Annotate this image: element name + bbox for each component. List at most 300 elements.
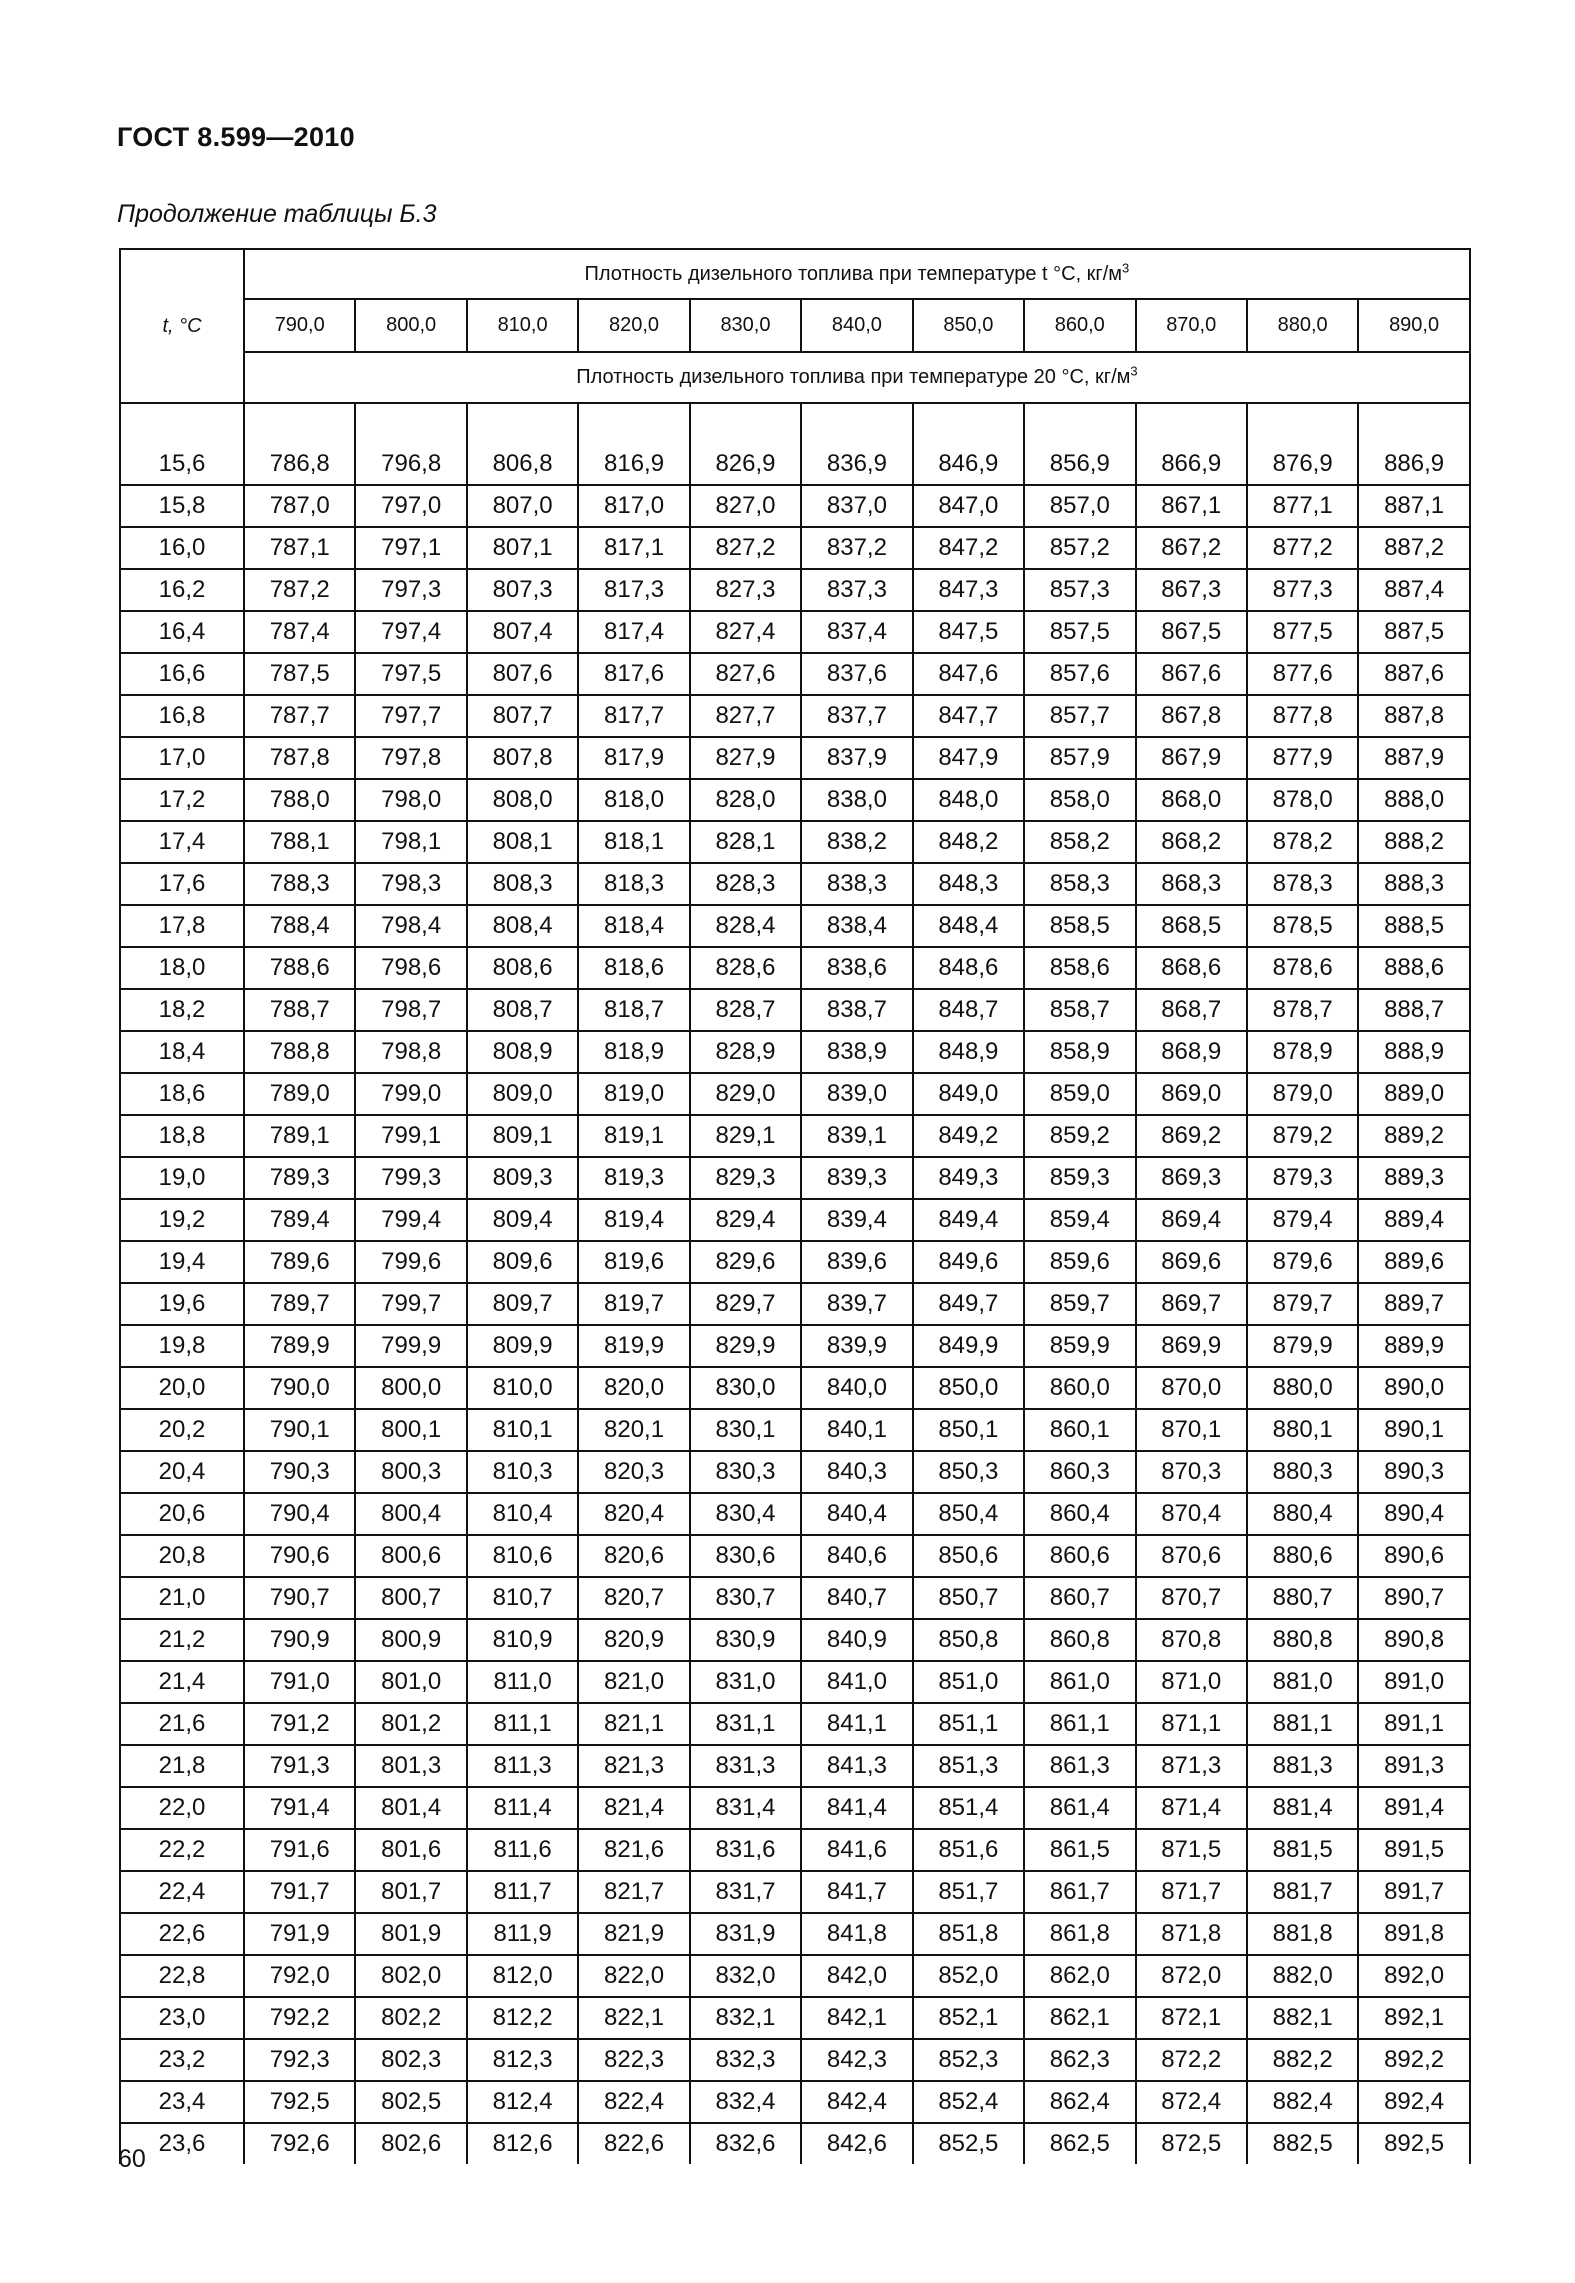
density-cell: 861,7 [1024, 1871, 1135, 1913]
temperature-cell: 20,2 [120, 1409, 244, 1451]
density-cell: 877,9 [1247, 737, 1358, 779]
density-cell: 880,6 [1247, 1535, 1358, 1577]
density-cell: 862,4 [1024, 2081, 1135, 2123]
density-cell: 787,7 [244, 695, 355, 737]
density-cell: 888,5 [1358, 905, 1469, 947]
density-cell: 870,1 [1136, 1409, 1247, 1451]
density-cell: 838,2 [801, 821, 912, 863]
density-cell: 831,4 [690, 1787, 801, 1829]
density-cell: 801,7 [355, 1871, 466, 1913]
density-cell: 820,4 [578, 1493, 689, 1535]
table-row [120, 2081, 1470, 2123]
density-cell: 800,0 [355, 1367, 466, 1409]
temperature-cell: 18,4 [120, 1031, 244, 1073]
temperature-cell: 22,4 [120, 1871, 244, 1913]
density-cell: 791,4 [244, 1787, 355, 1829]
density-cell: 818,0 [578, 779, 689, 821]
density-cell: 792,0 [244, 1955, 355, 1997]
density-cell: 857,5 [1024, 611, 1135, 653]
density-cell: 816,9 [578, 444, 689, 485]
density-cell: 832,6 [690, 2123, 801, 2164]
density-cell: 849,0 [913, 1073, 1024, 1115]
density-cell: 879,7 [1247, 1283, 1358, 1325]
bottom-group-header: Плотность дизельного топлива при температуре 20 °С, $кг/м^3$ [244, 352, 1470, 403]
density-cell: 887,1 [1358, 485, 1469, 527]
density-cell: 797,5 [355, 653, 466, 695]
density-cell: 888,3 [1358, 863, 1469, 905]
density-cell: 872,1 [1136, 1997, 1247, 2039]
density-cell: 799,7 [355, 1283, 466, 1325]
density-cell: 848,9 [913, 1031, 1024, 1073]
density-cell: 838,0 [801, 779, 912, 821]
temperature-cell: 21,0 [120, 1577, 244, 1619]
density-cell: 801,3 [355, 1745, 466, 1787]
density-cell: 870,6 [1136, 1535, 1247, 1577]
density-cell: 787,8 [244, 737, 355, 779]
density-cell: 852,0 [913, 1955, 1024, 1997]
density-cell: 788,4 [244, 905, 355, 947]
density-cell: 826,9 [690, 444, 801, 485]
density-cell: 830,3 [690, 1451, 801, 1493]
density-column-header: 840,0 [801, 299, 912, 352]
density-cell: 820,3 [578, 1451, 689, 1493]
density-cell: 808,3 [467, 863, 578, 905]
density-cell: 808,1 [467, 821, 578, 863]
density-cell: 788,8 [244, 1031, 355, 1073]
density-cell: 861,0 [1024, 1661, 1135, 1703]
density-cell: 877,2 [1247, 527, 1358, 569]
density-cell: 828,4 [690, 905, 801, 947]
density-cell: 870,3 [1136, 1451, 1247, 1493]
table-row [120, 1577, 1470, 1619]
density-cell: 858,7 [1024, 989, 1135, 1031]
density-cell: 870,7 [1136, 1577, 1247, 1619]
density-cell: 879,9 [1247, 1325, 1358, 1367]
density-cell: 882,5 [1247, 2123, 1358, 2164]
density-cell: 817,6 [578, 653, 689, 695]
density-cell: 808,9 [467, 1031, 578, 1073]
table-row [120, 569, 1470, 611]
density-cell: 807,6 [467, 653, 578, 695]
density-column-header: 880,0 [1247, 299, 1358, 352]
density-cell: 859,7 [1024, 1283, 1135, 1325]
density-cell: 840,9 [801, 1619, 912, 1661]
density-cell: 790,3 [244, 1451, 355, 1493]
density-cell: 890,1 [1358, 1409, 1469, 1451]
density-cell: 867,6 [1136, 653, 1247, 695]
density-column-header: 890,0 [1358, 299, 1469, 352]
density-cell: 881,7 [1247, 1871, 1358, 1913]
density-cell: 791,3 [244, 1745, 355, 1787]
density-cell: 801,6 [355, 1829, 466, 1871]
table-row [120, 1955, 1470, 1997]
temperature-column-header: t, °C [120, 249, 244, 403]
density-cell: 841,6 [801, 1829, 912, 1871]
density-cell: 861,3 [1024, 1745, 1135, 1787]
density-cell: 840,0 [801, 1367, 912, 1409]
density-cell: 820,6 [578, 1535, 689, 1577]
density-cell: 840,4 [801, 1493, 912, 1535]
density-cell: 881,0 [1247, 1661, 1358, 1703]
density-cell: 790,7 [244, 1577, 355, 1619]
density-cell: 872,5 [1136, 2123, 1247, 2164]
density-cell: 799,3 [355, 1157, 466, 1199]
density-cell: 798,4 [355, 905, 466, 947]
density-cell: 839,1 [801, 1115, 912, 1157]
density-cell: 892,1 [1358, 1997, 1469, 2039]
density-cell: 837,4 [801, 611, 912, 653]
density-cell: 800,9 [355, 1619, 466, 1661]
density-cell: 867,5 [1136, 611, 1247, 653]
density-cell: 868,9 [1136, 1031, 1247, 1073]
density-cell: 890,4 [1358, 1493, 1469, 1535]
density-cell: 869,4 [1136, 1199, 1247, 1241]
density-cell: 879,2 [1247, 1115, 1358, 1157]
density-cell: 889,0 [1358, 1073, 1469, 1115]
density-cell: 837,0 [801, 485, 912, 527]
density-cell: 830,1 [690, 1409, 801, 1451]
density-cell: 887,8 [1358, 695, 1469, 737]
table-row [120, 1619, 1470, 1661]
density-cell: 818,3 [578, 863, 689, 905]
table-row [120, 1787, 1470, 1829]
density-cell: 887,6 [1358, 653, 1469, 695]
density-cell: 827,0 [690, 485, 801, 527]
density-cell: 819,7 [578, 1283, 689, 1325]
density-cell: 861,1 [1024, 1703, 1135, 1745]
density-cell: 848,0 [913, 779, 1024, 821]
density-cell: 819,0 [578, 1073, 689, 1115]
density-cell: 837,2 [801, 527, 912, 569]
density-cell: 792,3 [244, 2039, 355, 2081]
density-cell: 827,4 [690, 611, 801, 653]
density-cell: 787,0 [244, 485, 355, 527]
density-cell: 880,0 [1247, 1367, 1358, 1409]
density-cell: 829,4 [690, 1199, 801, 1241]
density-cell: 791,2 [244, 1703, 355, 1745]
density-cell: 851,1 [913, 1703, 1024, 1745]
table-header [120, 249, 1470, 403]
density-cell: 811,0 [467, 1661, 578, 1703]
density-cell: 820,9 [578, 1619, 689, 1661]
density-cell: 848,7 [913, 989, 1024, 1031]
density-cell: 810,4 [467, 1493, 578, 1535]
density-cell: 892,4 [1358, 2081, 1469, 2123]
density-cell: 859,2 [1024, 1115, 1135, 1157]
density-cell: 857,9 [1024, 737, 1135, 779]
density-cell: 880,4 [1247, 1493, 1358, 1535]
density-cell: 799,9 [355, 1325, 466, 1367]
density-cell: 830,4 [690, 1493, 801, 1535]
density-cell: 802,6 [355, 2123, 466, 2164]
table-row [120, 1367, 1470, 1409]
density-cell: 789,7 [244, 1283, 355, 1325]
density-cell: 888,6 [1358, 947, 1469, 989]
density-cell: 841,8 [801, 1913, 912, 1955]
temperature-cell: 23,6 [120, 2123, 244, 2164]
density-cell: 877,1 [1247, 485, 1358, 527]
density-cell: 850,0 [913, 1367, 1024, 1409]
density-cell: 879,3 [1247, 1157, 1358, 1199]
density-cell: 821,7 [578, 1871, 689, 1913]
density-cell: 868,6 [1136, 947, 1247, 989]
density-cell: 801,2 [355, 1703, 466, 1745]
temperature-cell: 20,0 [120, 1367, 244, 1409]
density-cell: 847,3 [913, 569, 1024, 611]
density-cell: 821,4 [578, 1787, 689, 1829]
density-cell: 876,9 [1247, 444, 1358, 485]
density-cell: 788,0 [244, 779, 355, 821]
density-cell: 860,6 [1024, 1535, 1135, 1577]
density-cell: 842,1 [801, 1997, 912, 2039]
density-cell: 807,0 [467, 485, 578, 527]
density-cell: 849,7 [913, 1283, 1024, 1325]
density-cell: 889,2 [1358, 1115, 1469, 1157]
density-cell: 877,5 [1247, 611, 1358, 653]
density-cell: 827,9 [690, 737, 801, 779]
density-cell: 890,3 [1358, 1451, 1469, 1493]
temperature-cell: 19,8 [120, 1325, 244, 1367]
density-cell: 891,0 [1358, 1661, 1469, 1703]
table-row [120, 1241, 1470, 1283]
density-cell: 791,6 [244, 1829, 355, 1871]
density-cell: 820,1 [578, 1409, 689, 1451]
density-cell: 879,0 [1247, 1073, 1358, 1115]
density-cell: 869,2 [1136, 1115, 1247, 1157]
density-cell: 868,0 [1136, 779, 1247, 821]
density-cell: 797,3 [355, 569, 466, 611]
table-row [120, 1535, 1470, 1577]
density-cell: 827,7 [690, 695, 801, 737]
density-cell: 838,9 [801, 1031, 912, 1073]
density-cell: 809,6 [467, 1241, 578, 1283]
density-cell: 808,6 [467, 947, 578, 989]
density-cell: 831,0 [690, 1661, 801, 1703]
density-cell: 810,3 [467, 1451, 578, 1493]
density-cell: 830,7 [690, 1577, 801, 1619]
density-cell: 891,8 [1358, 1913, 1469, 1955]
temperature-cell: 22,8 [120, 1955, 244, 1997]
density-cell: 811,4 [467, 1787, 578, 1829]
density-cell: 809,9 [467, 1325, 578, 1367]
density-cell: 872,4 [1136, 2081, 1247, 2123]
density-column-header: 860,0 [1024, 299, 1135, 352]
density-cell: 817,7 [578, 695, 689, 737]
table-row [120, 821, 1470, 863]
density-cell: 857,2 [1024, 527, 1135, 569]
density-cell: 811,7 [467, 1871, 578, 1913]
density-cell: 819,3 [578, 1157, 689, 1199]
density-cell: 868,3 [1136, 863, 1247, 905]
density-cell: 841,1 [801, 1703, 912, 1745]
table-row [120, 737, 1470, 779]
density-cell: 860,3 [1024, 1451, 1135, 1493]
density-cell: 869,3 [1136, 1157, 1247, 1199]
density-cell: 847,0 [913, 485, 1024, 527]
density-cell: 849,4 [913, 1199, 1024, 1241]
density-cell: 786,8 [244, 444, 355, 485]
density-cell: 870,4 [1136, 1493, 1247, 1535]
density-cell: 827,3 [690, 569, 801, 611]
density-cell: 832,3 [690, 2039, 801, 2081]
density-cell: 890,8 [1358, 1619, 1469, 1661]
density-cell: 851,4 [913, 1787, 1024, 1829]
density-cell: 839,9 [801, 1325, 912, 1367]
density-cell: 878,7 [1247, 989, 1358, 1031]
table-caption: Продолжение таблицы Б.3 [117, 200, 437, 228]
density-cell: 842,0 [801, 1955, 912, 1997]
temperature-cell: 16,0 [120, 527, 244, 569]
density-cell: 872,2 [1136, 2039, 1247, 2081]
density-cell: 850,7 [913, 1577, 1024, 1619]
density-cell: 850,4 [913, 1493, 1024, 1535]
density-cell: 798,6 [355, 947, 466, 989]
density-cell: 811,1 [467, 1703, 578, 1745]
density-cell: 828,9 [690, 1031, 801, 1073]
density-cell: 837,6 [801, 653, 912, 695]
density-column-header: 800,0 [355, 299, 466, 352]
table-row [120, 2039, 1470, 2081]
density-cell: 797,0 [355, 485, 466, 527]
temperature-cell: 17,4 [120, 821, 244, 863]
table-body [120, 403, 1470, 2164]
temperature-cell: 21,2 [120, 1619, 244, 1661]
density-cell: 791,0 [244, 1661, 355, 1703]
density-cell: 787,5 [244, 653, 355, 695]
density-column-header: 870,0 [1136, 299, 1247, 352]
density-cell: 850,6 [913, 1535, 1024, 1577]
density-cell: 871,8 [1136, 1913, 1247, 1955]
density-cell: 859,0 [1024, 1073, 1135, 1115]
density-cell: 877,6 [1247, 653, 1358, 695]
density-cell: 840,7 [801, 1577, 912, 1619]
table-row [120, 1073, 1470, 1115]
density-cell: 797,1 [355, 527, 466, 569]
table-row [120, 1115, 1470, 1157]
density-cell: 846,9 [913, 444, 1024, 485]
density-cell: 808,0 [467, 779, 578, 821]
density-cell: 789,4 [244, 1199, 355, 1241]
density-cell: 829,9 [690, 1325, 801, 1367]
density-cell: 858,6 [1024, 947, 1135, 989]
table-row [120, 1871, 1470, 1913]
density-cell: 840,3 [801, 1451, 912, 1493]
density-cell: 879,4 [1247, 1199, 1358, 1241]
density-cell: 837,3 [801, 569, 912, 611]
density-cell: 841,3 [801, 1745, 912, 1787]
table-row [120, 863, 1470, 905]
density-cell: 891,5 [1358, 1829, 1469, 1871]
table-row [120, 947, 1470, 989]
density-cell: 818,1 [578, 821, 689, 863]
density-cell: 788,3 [244, 863, 355, 905]
table-row [120, 1745, 1470, 1787]
density-cell: 811,3 [467, 1745, 578, 1787]
density-cell: 868,5 [1136, 905, 1247, 947]
density-cell: 842,4 [801, 2081, 912, 2123]
density-cell: 802,3 [355, 2039, 466, 2081]
temperature-cell: 22,0 [120, 1787, 244, 1829]
temperature-cell: 18,6 [120, 1073, 244, 1115]
table-row [120, 1325, 1470, 1367]
density-cell: 847,6 [913, 653, 1024, 695]
temperature-cell: 17,6 [120, 863, 244, 905]
density-cell: 822,4 [578, 2081, 689, 2123]
density-cell: 792,5 [244, 2081, 355, 2123]
density-cell: 889,6 [1358, 1241, 1469, 1283]
density-cell: 877,3 [1247, 569, 1358, 611]
density-cell: 839,0 [801, 1073, 912, 1115]
density-cell: 821,0 [578, 1661, 689, 1703]
density-cell: 890,6 [1358, 1535, 1469, 1577]
temperature-cell: 23,4 [120, 2081, 244, 2123]
density-cell: 889,4 [1358, 1199, 1469, 1241]
density-cell: 881,1 [1247, 1703, 1358, 1745]
table-row [120, 653, 1470, 695]
density-cell: 858,0 [1024, 779, 1135, 821]
density-cell: 799,6 [355, 1241, 466, 1283]
density-cell: 811,9 [467, 1913, 578, 1955]
density-cell: 881,5 [1247, 1829, 1358, 1871]
density-cell: 798,8 [355, 1031, 466, 1073]
density-cell: 822,3 [578, 2039, 689, 2081]
density-cell: 871,0 [1136, 1661, 1247, 1703]
density-cell: 818,6 [578, 947, 689, 989]
density-cell: 882,2 [1247, 2039, 1358, 2081]
table-row [120, 1199, 1470, 1241]
density-cell: 830,0 [690, 1367, 801, 1409]
density-cell: 848,3 [913, 863, 1024, 905]
density-cell: 856,9 [1024, 444, 1135, 485]
density-cell: 867,9 [1136, 737, 1247, 779]
density-cell: 810,1 [467, 1409, 578, 1451]
temperature-cell: 17,0 [120, 737, 244, 779]
density-cell: 849,9 [913, 1325, 1024, 1367]
density-cell: 827,2 [690, 527, 801, 569]
density-cell: 842,3 [801, 2039, 912, 2081]
density-cell: 860,7 [1024, 1577, 1135, 1619]
density-cell: 888,9 [1358, 1031, 1469, 1073]
density-cell: 871,7 [1136, 1871, 1247, 1913]
density-cell: 849,3 [913, 1157, 1024, 1199]
table-row [120, 611, 1470, 653]
density-cell: 887,4 [1358, 569, 1469, 611]
top-group-header: Плотность дизельного топлива при температуре t °С, $кг/м^3$ [244, 249, 1470, 299]
density-column-header: 810,0 [467, 299, 578, 352]
temperature-cell: 17,2 [120, 779, 244, 821]
density-cell: 842,6 [801, 2123, 912, 2164]
density-cell: 818,9 [578, 1031, 689, 1073]
density-cell: 808,7 [467, 989, 578, 1031]
density-cell: 791,7 [244, 1871, 355, 1913]
density-cell: 841,7 [801, 1871, 912, 1913]
density-cell: 857,0 [1024, 485, 1135, 527]
density-cell: 878,0 [1247, 779, 1358, 821]
density-cell: 821,6 [578, 1829, 689, 1871]
density-cell: 858,5 [1024, 905, 1135, 947]
density-cell: 828,3 [690, 863, 801, 905]
density-cell: 812,0 [467, 1955, 578, 1997]
density-cell: 877,8 [1247, 695, 1358, 737]
density-cell: 792,6 [244, 2123, 355, 2164]
density-cell: 832,1 [690, 1997, 801, 2039]
density-cell: 800,6 [355, 1535, 466, 1577]
density-cell: 828,6 [690, 947, 801, 989]
density-cell: 881,8 [1247, 1913, 1358, 1955]
density-cell: 858,9 [1024, 1031, 1135, 1073]
table-row [120, 1829, 1470, 1871]
temperature-cell: 18,8 [120, 1115, 244, 1157]
